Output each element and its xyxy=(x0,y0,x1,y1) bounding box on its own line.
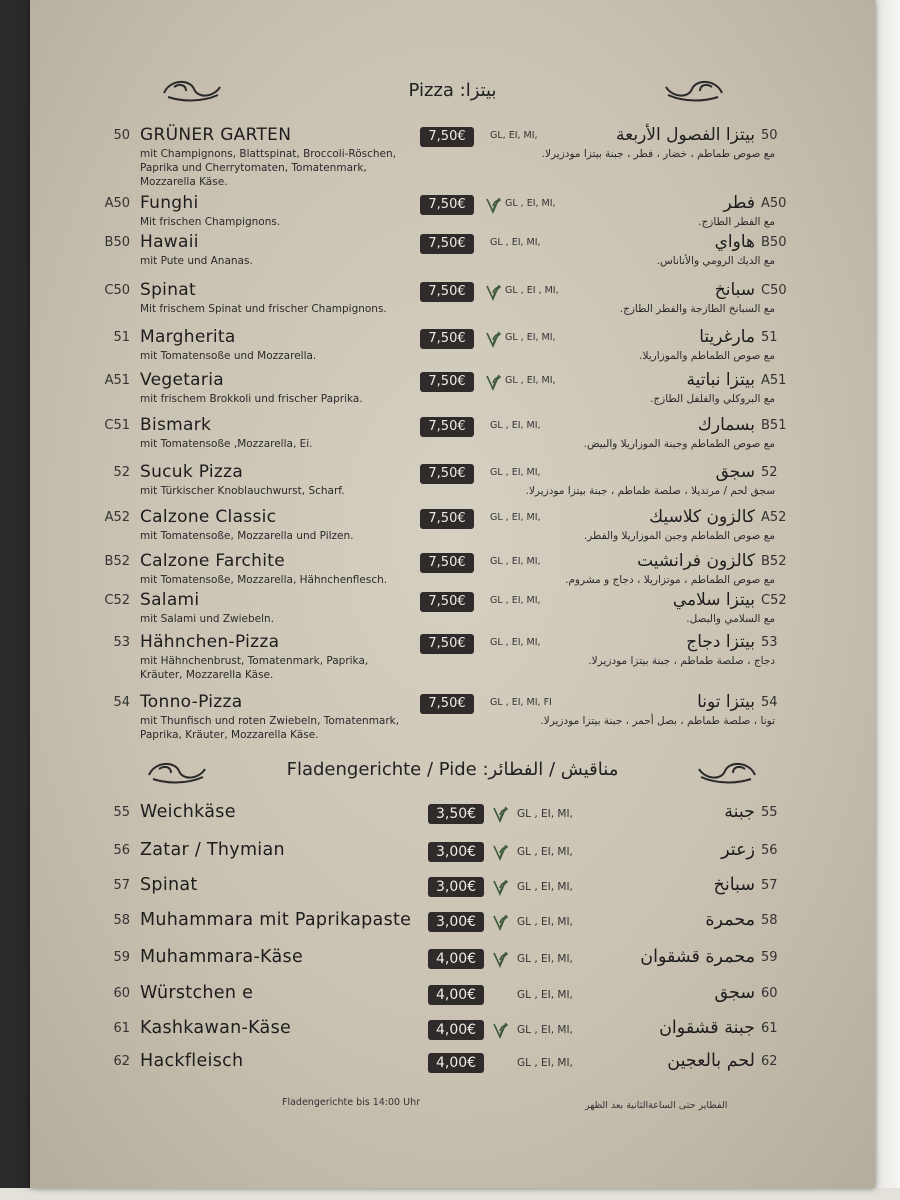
item-number-arabic-side: 61 xyxy=(761,1021,778,1036)
item-description-arabic: مع الفطر الطازج. xyxy=(698,216,775,228)
allergen-codes: GL , EI, MI, xyxy=(517,953,573,965)
item-name-arabic: سبانخ xyxy=(714,280,755,300)
item-number-arabic-side: 54 xyxy=(761,695,778,710)
allergen-codes: GL , EI, MI, xyxy=(517,881,573,893)
item-number-arabic-side: 60 xyxy=(761,986,778,1001)
item-number-arabic-side: 58 xyxy=(761,913,778,928)
allergen-codes: GL , EI, MI, xyxy=(490,637,541,648)
item-number: 61 xyxy=(113,1021,130,1036)
item-number-arabic-side: 53 xyxy=(761,635,778,650)
allergen-codes: GL , EI, MI, xyxy=(505,198,556,209)
item-name: Spinat xyxy=(140,875,198,895)
item-description-arabic: سجق لحم / مرتديلا ، صلصة طماطم ، جبنة بيتزا مودزيرلا. xyxy=(525,485,775,497)
item-description: mit Thunfisch und roten Zwiebeln, Tomatenmark, Paprika, Kräuter, Mozzarella Käse. xyxy=(140,715,400,741)
pide-section-title: Fladengerichte / Pide :مناقيش / الفطائر xyxy=(286,759,619,780)
item-description-arabic: مع صوص الطماطم والموزاريلا. xyxy=(639,350,775,362)
item-number: 60 xyxy=(113,986,130,1001)
price-badge: 3,00€ xyxy=(428,842,484,862)
price-badge: 3,00€ xyxy=(428,877,484,897)
item-description: mit Hähnchenbrust, Tomatenmark, Paprika, Kräuter, Mozzarella Käse. xyxy=(140,655,369,681)
item-number: A52 xyxy=(104,510,130,525)
price-badge: 7,50€ xyxy=(420,417,474,437)
item-description: mit Tomatensoße und Mozzarella. xyxy=(140,350,317,362)
item-number-arabic-side: 50 xyxy=(761,128,778,143)
price-badge: 7,50€ xyxy=(420,553,474,573)
price-badge: 7,50€ xyxy=(420,592,474,612)
item-name-arabic: محمرة قشقوان xyxy=(640,947,755,967)
item-number: 56 xyxy=(113,843,130,858)
item-name-arabic: كالزون فرانشيت xyxy=(637,551,755,571)
item-number: 54 xyxy=(113,695,130,710)
item-number-arabic-side: 62 xyxy=(761,1054,778,1069)
item-name: Hawaii xyxy=(140,232,199,252)
item-description-arabic: مع صوص الطماطم ، موتزاريلا ، دجاج و مشروم. xyxy=(565,574,775,586)
price-badge: 7,50€ xyxy=(420,634,474,654)
item-name-arabic: بيتزا تونا xyxy=(697,692,755,712)
item-number-arabic-side: 55 xyxy=(761,805,778,820)
footer-note-ar: الفطاير حتى الساعةالثانية بعد الظهر xyxy=(585,1100,728,1111)
price-badge: 7,50€ xyxy=(420,509,474,529)
item-number-arabic-side: B51 xyxy=(761,418,787,433)
item-number: 52 xyxy=(113,465,130,480)
price-badge: 7,50€ xyxy=(420,127,474,147)
item-description-arabic: مع البروكلي والفلفل الطازج. xyxy=(650,393,775,405)
item-name: Margherita xyxy=(140,327,236,347)
item-description-arabic: مع السلامي والبصل. xyxy=(686,613,775,625)
pizza-item xyxy=(30,632,875,692)
item-number-arabic-side: 52 xyxy=(761,465,778,480)
item-name: Weichkäse xyxy=(140,802,236,822)
item-number-arabic-side: A52 xyxy=(761,510,787,525)
item-name-arabic: جبنة xyxy=(724,802,755,822)
price-badge: 7,50€ xyxy=(420,372,474,392)
item-name: Muhammara-Käse xyxy=(140,947,304,967)
item-description-arabic: مع الديك الرومي والأناناس. xyxy=(656,255,775,267)
item-number-arabic-side: 51 xyxy=(761,330,778,345)
item-description-arabic: مع السبانخ الطازجة والفطر الطازج. xyxy=(619,303,775,315)
item-number: 50 xyxy=(113,128,130,143)
item-description-arabic: تونا ، صلصة طماطم ، بصل أحمر ، جبنة بيتزا مودزيرلا. xyxy=(540,715,775,727)
vegetarian-leaf-icon xyxy=(492,805,508,823)
item-number-arabic-side: 57 xyxy=(761,878,778,893)
item-description-arabic: مع صوص طماطم ، خضار ، فطر ، جبنة بيتزا مودزيرلا. xyxy=(541,148,775,160)
price-badge: 4,00€ xyxy=(428,985,484,1005)
item-description-arabic: مع صوص الطماطم وجبنة الموزاريلا والبيض. xyxy=(583,438,775,450)
price-badge: 3,50€ xyxy=(428,804,484,824)
item-number: C52 xyxy=(104,593,130,608)
background-surface-right xyxy=(875,0,900,1200)
item-description-arabic: مع صوص الطماطم وجبن الموزاريلا والفطر. xyxy=(583,530,775,542)
allergen-codes: GL , EI, MI, xyxy=(490,420,541,431)
vegetarian-leaf-icon xyxy=(492,843,508,861)
item-name-arabic: بيتزا نباتية xyxy=(686,370,755,390)
item-name-arabic: لحم بالعجين xyxy=(667,1051,755,1071)
item-name: Muhammara mit Paprikapaste xyxy=(140,910,412,930)
price-badge: 3,00€ xyxy=(428,912,484,932)
item-description: mit frischem Brokkoli und frischer Paprika. xyxy=(140,393,363,405)
item-name-arabic: جبنة قشقوان xyxy=(659,1018,755,1038)
item-name: Spinat xyxy=(140,280,196,300)
item-number: C51 xyxy=(104,418,130,433)
vegetarian-leaf-icon xyxy=(492,1021,508,1039)
price-badge: 7,50€ xyxy=(420,282,474,302)
allergen-codes: GL , EI, MI, xyxy=(490,556,541,567)
item-number-arabic-side: C52 xyxy=(761,593,787,608)
allergen-codes: GL , EI, MI, xyxy=(517,916,573,928)
item-number: 57 xyxy=(113,878,130,893)
allergen-codes: GL , EI, MI, xyxy=(517,989,573,1001)
price-badge: 4,00€ xyxy=(428,1020,484,1040)
item-name: Sucuk Pizza xyxy=(140,462,244,482)
item-name: Bismark xyxy=(140,415,212,435)
item-number-arabic-side: 59 xyxy=(761,950,778,965)
item-number: 53 xyxy=(113,635,130,650)
item-name: Hähnchen-Pizza xyxy=(140,632,280,652)
vegetarian-leaf-icon xyxy=(485,283,501,301)
item-number: 62 xyxy=(113,1054,130,1069)
item-name: Hackfleisch xyxy=(140,1051,244,1071)
item-description: mit Champignons, Blattspinat, Broccoli-Röschen, Paprika und Cherrytomaten, Tomatenmark, Mozzarella Käse. xyxy=(140,148,397,188)
price-badge: 7,50€ xyxy=(420,234,474,254)
price-badge: 4,00€ xyxy=(428,1053,484,1073)
item-number: 58 xyxy=(113,913,130,928)
item-number-arabic-side: B52 xyxy=(761,554,787,569)
vegetarian-leaf-icon xyxy=(485,330,501,348)
allergen-codes: GL, EI, MI, xyxy=(490,130,538,141)
item-number: 51 xyxy=(113,330,130,345)
item-number-arabic-side: B50 xyxy=(761,235,787,250)
item-name-arabic: هاواي xyxy=(714,232,755,252)
item-name: Funghi xyxy=(140,193,199,213)
allergen-codes: GL , EI, MI, xyxy=(517,846,573,858)
item-name-arabic: سجق xyxy=(715,462,755,482)
allergen-codes: GL , EI, MI, xyxy=(505,332,556,343)
item-name: Calzone Farchite xyxy=(140,551,285,571)
item-description: mit Türkischer Knoblauchwurst, Scharf. xyxy=(140,485,345,497)
background-surface-bottom xyxy=(0,1188,900,1200)
item-name: Würstchen e xyxy=(140,983,254,1003)
item-number: 59 xyxy=(113,950,130,965)
price-badge: 7,50€ xyxy=(420,464,474,484)
item-number: A50 xyxy=(104,196,130,211)
allergen-codes: GL , EI, MI, xyxy=(490,595,541,606)
item-name-arabic: زعتر xyxy=(721,840,755,860)
item-name-arabic: بيتزا سلامي xyxy=(672,590,755,610)
item-description: mit Salami und Zwiebeln. xyxy=(140,613,275,625)
item-name-arabic: بيتزا الفصول الأربعة xyxy=(616,125,755,145)
vegetarian-leaf-icon xyxy=(485,373,501,391)
item-number-arabic-side: C50 xyxy=(761,283,787,298)
vegetarian-leaf-icon xyxy=(492,950,508,968)
allergen-codes: GL , EI, MI, xyxy=(490,467,541,478)
item-name-arabic: سجق xyxy=(714,983,755,1003)
pizza-item xyxy=(30,125,875,188)
item-name-arabic: فطر xyxy=(723,193,755,213)
pizza-item xyxy=(30,692,875,752)
vegetarian-leaf-icon xyxy=(492,913,508,931)
item-name: Salami xyxy=(140,590,200,610)
item-name-arabic: سبانخ xyxy=(713,875,755,895)
item-description: mit Tomatensoße, Mozzarella und Pilzen. xyxy=(140,530,354,542)
item-description: Mit frischem Spinat und frischer Champignons. xyxy=(140,303,387,315)
menu-page xyxy=(30,0,875,1188)
item-name: Kashkawan-Käse xyxy=(140,1018,292,1038)
item-number: B52 xyxy=(104,554,130,569)
item-name-arabic: محمرة xyxy=(705,910,755,930)
item-number: B50 xyxy=(104,235,130,250)
item-name-arabic: مارغريتا xyxy=(699,327,755,347)
item-description: mit Tomatensoße ,Mozzarella, Ei. xyxy=(140,438,313,450)
allergen-codes: GL , EI , MI, xyxy=(505,285,559,296)
item-name-arabic: كالزون كلاسيك xyxy=(649,507,755,527)
item-number-arabic-side: A51 xyxy=(761,373,787,388)
item-description: Mit frischen Champignons. xyxy=(140,216,281,228)
allergen-codes: GL , EI, MI, xyxy=(490,512,541,523)
vegetarian-leaf-icon xyxy=(492,878,508,896)
item-description: mit Pute und Ananas. xyxy=(140,255,253,267)
price-badge: 4,00€ xyxy=(428,949,484,969)
pizza-section-title: Pizza :بيتزا xyxy=(408,80,497,101)
item-number-arabic-side: 56 xyxy=(761,843,778,858)
item-number: C50 xyxy=(104,283,130,298)
item-name-arabic: بسمارك xyxy=(697,415,755,435)
item-name: Tonno-Pizza xyxy=(140,692,243,712)
item-number: A51 xyxy=(104,373,130,388)
allergen-codes: GL , EI, MI, xyxy=(517,1057,573,1069)
allergen-codes: GL , EI, MI, xyxy=(517,808,573,820)
allergen-codes: GL , EI, MI, xyxy=(505,375,556,386)
price-badge: 7,50€ xyxy=(420,329,474,349)
item-name: Vegetaria xyxy=(140,370,224,390)
item-name-arabic: بيتزا دجاج xyxy=(686,632,755,652)
item-name: GRÜNER GARTEN xyxy=(140,125,292,145)
item-number-arabic-side: A50 xyxy=(761,196,787,211)
pide-item xyxy=(30,1051,875,1111)
price-badge: 7,50€ xyxy=(420,195,474,215)
item-name: Calzone Classic xyxy=(140,507,277,527)
price-badge: 7,50€ xyxy=(420,694,474,714)
allergen-codes: GL , EI, MI, xyxy=(490,237,541,248)
item-name: Zatar / Thymian xyxy=(140,840,285,860)
allergen-codes: GL , EI, MI, FI xyxy=(490,697,552,708)
vegetarian-leaf-icon xyxy=(485,196,501,214)
item-number: 55 xyxy=(113,805,130,820)
footer-note-de: Fladengerichte bis 14:00 Uhr xyxy=(282,1097,420,1108)
allergen-codes: GL , EI, MI, xyxy=(517,1024,573,1036)
item-description: mit Tomatensoße, Mozzarella, Hähnchenflesch. xyxy=(140,574,388,586)
item-description-arabic: دجاج ، صلصة طماطم ، جبنة بيتزا مودزيرلا. xyxy=(588,655,775,667)
